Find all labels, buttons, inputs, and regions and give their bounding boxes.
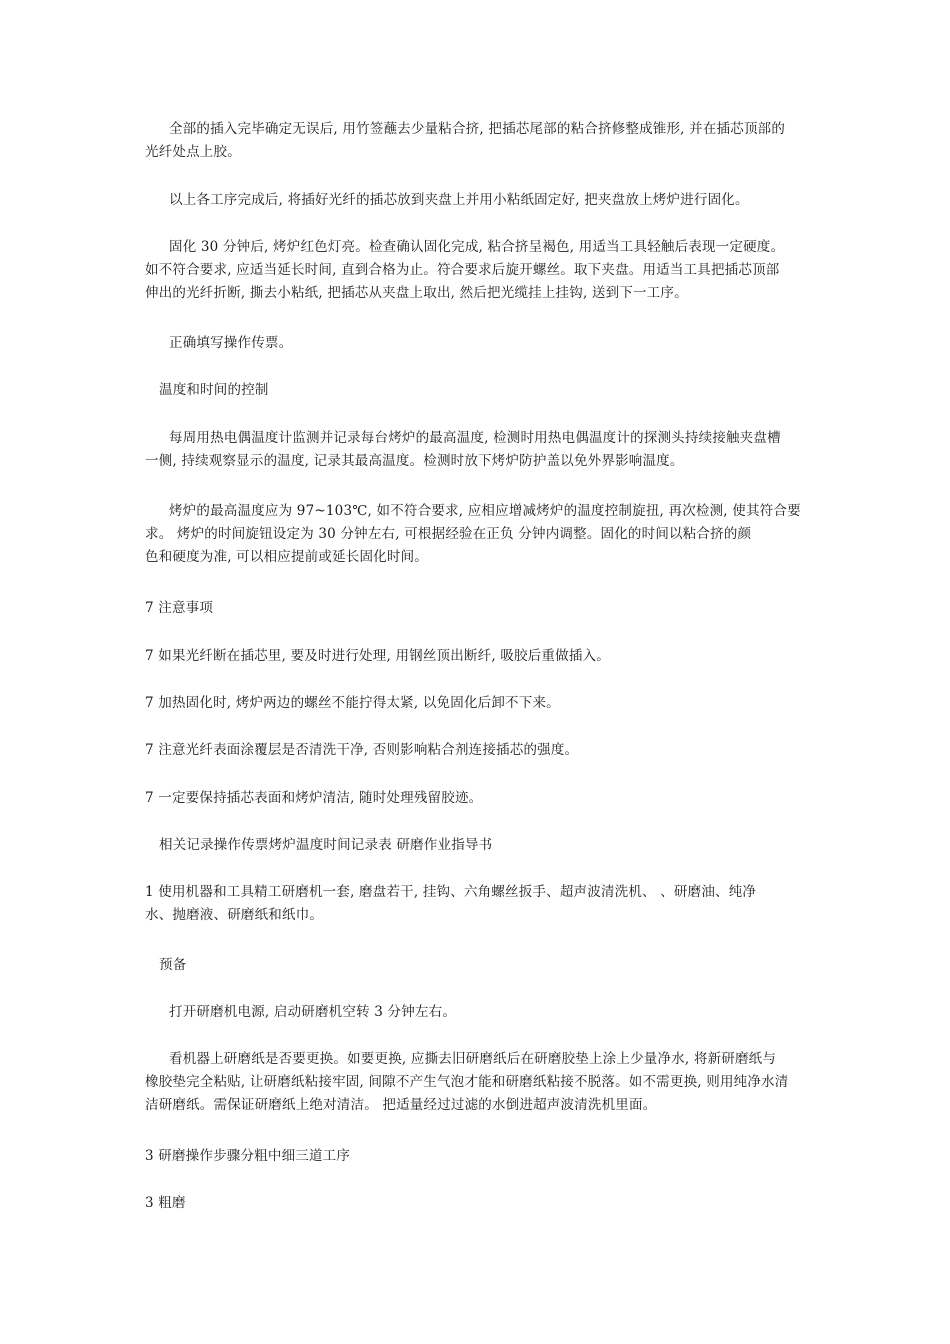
- text-line: 7 注意事项: [145, 600, 214, 616]
- text-line: 橡胶垫完全粘贴, 让研磨纸粘接牢固, 间隙不产生气泡才能和研磨纸粘接不脱落。如不需更换, 则用纯净水清: [145, 1074, 789, 1090]
- text-line: 烤炉的最高温度应为 97~103℃, 如不符合要求, 应相应增减烤炉的温度控制旋扭, 再次检测, 使其符合要: [169, 503, 801, 519]
- text-line: 以上各工序完成后, 将插好光纤的插芯放到夹盘上并用小粘纸固定好, 把夹盘放上烤炉进行固化。: [169, 192, 749, 208]
- text-line: 1 使用机器和工具精工研磨机一套, 磨盘若干, 挂钩、六角螺丝扳手、超声波清洗机、 、研磨油、纯净: [145, 884, 757, 900]
- text-line: 洁研磨纸。需保证研磨纸上绝对清洁。 把适量经过过滤的水倒进超声波清洗机里面。: [145, 1097, 657, 1113]
- subsection-rough-grinding: [145, 1192, 810, 1215]
- paragraph-fill-ticket: [145, 332, 810, 355]
- text-line: 7 注意光纤表面涂覆层是否清洗干净, 否则影响粘合剂连接插芯的强度。: [145, 742, 579, 758]
- text-line: 7 如果光纤断在插芯里, 要及时进行处理, 用钢丝顶出断纤, 吸胶后重做插入。: [145, 648, 610, 664]
- text-line: 看机器上研磨纸是否要更换。如要更换, 应撕去旧研磨纸后在研磨胶垫上涂上少量净水, 将新研磨纸与: [169, 1051, 777, 1067]
- text-line: 全部的插入完毕确定无误后, 用竹签蘸去少量粘合挤, 把插芯尾部的粘合挤修整成锥形, 并在插芯顶部的: [169, 121, 786, 137]
- text-line: 温度和时间的控制: [159, 382, 269, 398]
- text-line: 相关记录操作传票烤炉温度时间记录表 研磨作业指导书: [159, 837, 493, 853]
- paragraph-tools-list: [145, 881, 810, 927]
- paragraph-curing-check: [145, 236, 810, 305]
- paragraph-curing-setup: [145, 189, 810, 212]
- paragraph-weekly-monitoring: [145, 427, 810, 473]
- section-heading-temperature-time: [145, 379, 810, 402]
- text-line: 水、抛磨液、研磨纸和纸巾。: [145, 907, 324, 923]
- text-line: 如不符合要求, 应适当延长时间, 直到合格为止。符合要求后旋开螺丝。取下夹盘。用适当工具把插芯顶部: [145, 262, 780, 278]
- text-line: 预备: [159, 957, 187, 973]
- text-line: 求。 烤炉的时间旋钮设定为 30 分钟左右, 可根据经验在正负 分钟内调整。固化的时间以粘合挤的颜: [145, 526, 752, 542]
- text-line: 伸出的光纤折断, 撕去小粘纸, 把插芯从夹盘上取出, 然后把光缆挂上挂钩, 送到下一工序。: [145, 285, 688, 301]
- note-item-screws: [145, 692, 810, 715]
- text-line: 3 研磨操作步骤分粗中细三道工序: [145, 1148, 351, 1164]
- text-line: 每周用热电偶温度计监测并记录每台烤炉的最高温度, 检测时用热电偶温度计的探测头持续接触夹盘槽: [169, 430, 781, 446]
- text-line: 打开研磨机电源, 启动研磨机空转 3 分钟左右。: [169, 1004, 457, 1020]
- text-line: 光纤处点上胶。: [145, 144, 241, 160]
- section-heading-grinding-steps: [145, 1145, 810, 1168]
- paragraph-glue-trim: [145, 118, 810, 164]
- paragraph-power-on: [145, 1001, 810, 1024]
- text-line: 一侧, 持续观察显示的温度, 记录其最高温度。检测时放下烤炉防护盖以免外界影响温度。: [145, 453, 684, 469]
- text-line: 色和硬度为准, 可以相应提前或延长固化时间。: [145, 549, 428, 565]
- text-line: 7 加热固化时, 烤炉两边的螺丝不能拧得太紧, 以免固化后卸不下来。: [145, 695, 560, 711]
- text-line: 正确填写操作传票。: [169, 335, 293, 351]
- text-line: 固化 30 分钟后, 烤炉红色灯亮。检查确认固化完成, 粘合挤呈褐色, 用适当工具轻触后表现一定硬度。: [169, 239, 785, 255]
- note-item-fiber-break: [145, 645, 810, 668]
- text-line: 7 一定要保持插芯表面和烤炉清洁, 随时处理残留胶迹。: [145, 790, 483, 806]
- note-item-coating: [145, 739, 810, 762]
- text-line: 3 粗磨: [145, 1195, 186, 1211]
- section-heading-notes: [145, 597, 810, 620]
- related-records-line: [145, 834, 810, 857]
- section-heading-preparation: [145, 954, 810, 977]
- paragraph-paper-replacement: [145, 1048, 810, 1117]
- paragraph-oven-temperature: [145, 500, 810, 569]
- note-item-cleanliness: [145, 787, 810, 810]
